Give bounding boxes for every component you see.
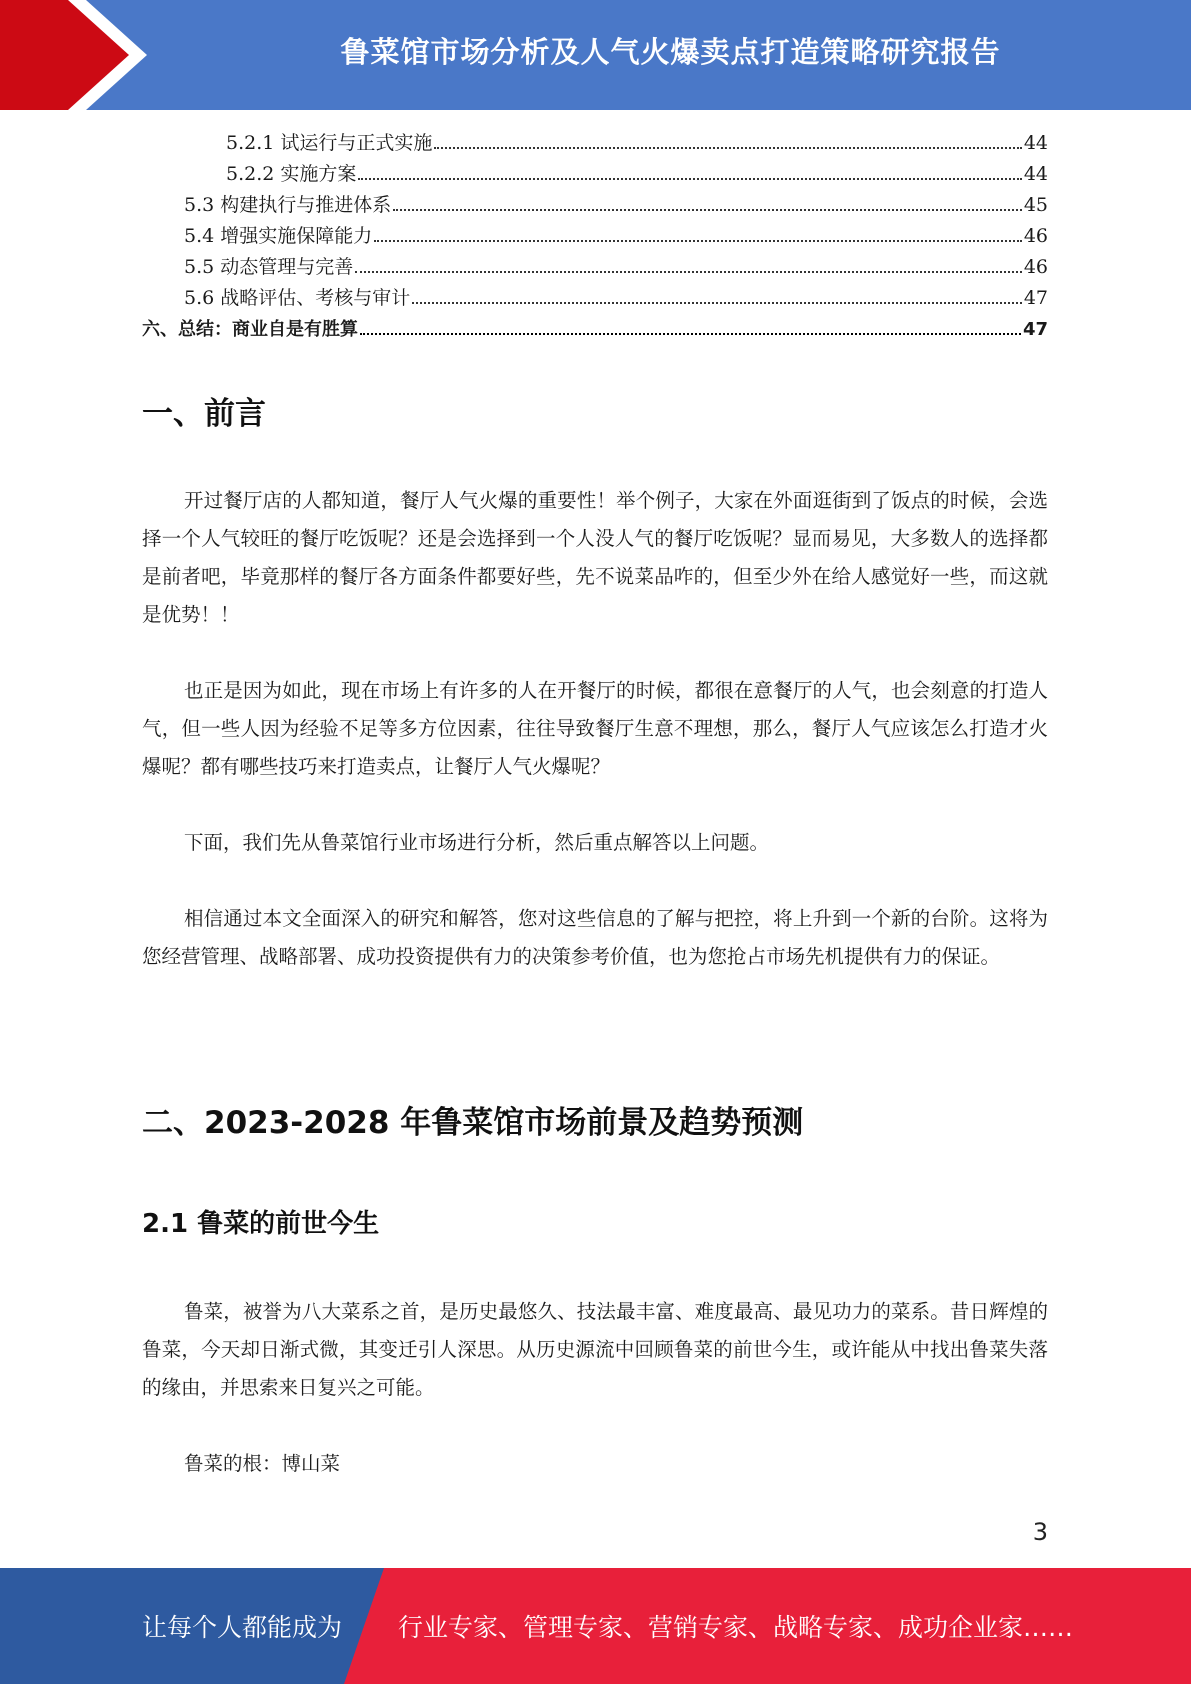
footer-banner xyxy=(0,1568,1191,1684)
toc-entry-page: 47 xyxy=(1022,319,1048,340)
toc-entry[interactable] xyxy=(142,221,1048,252)
section-heading-market-outlook: 二、2023-2028 年鲁菜馆市场前景及趋势预测 xyxy=(142,1105,804,1141)
report-title: 鲁菜馆市场分析及人气火爆卖点打造策略研究报告 xyxy=(340,34,1001,69)
toc-entry-label: 5.2.2 实施方案 xyxy=(226,163,357,185)
footer-slogan-left: 让每个人都能成为 xyxy=(142,1613,343,1642)
toc-leader-dots xyxy=(412,302,1022,304)
toc-entry-page: 44 xyxy=(1023,163,1048,185)
toc-entry-label: 5.5 动态管理与完善 xyxy=(184,256,354,278)
paragraph: 也正是因为如此，现在市场上有许多的人在开餐厅的时候，都很在意餐厅的人气，也会刻意的打造人气，但一些人因为经验不足等多方位因素，往往导致餐厅生意不理想，那么，餐厅人气应该怎么打造才火爆呢？都有哪些技巧来打造卖点，让餐厅人气火爆呢？ xyxy=(142,679,1048,778)
section-heading-preface: 一、前言 xyxy=(142,396,266,432)
toc-leader-dots xyxy=(358,178,1021,180)
toc-entry-page: 46 xyxy=(1023,256,1048,278)
toc-leader-dots xyxy=(355,271,1022,273)
toc-leader-dots xyxy=(374,240,1022,242)
toc-entry-label: 5.3 构建执行与推进体系 xyxy=(184,194,392,216)
toc-entry-page: 47 xyxy=(1023,287,1048,309)
toc-leader-dots xyxy=(360,333,1021,335)
toc-entry[interactable] xyxy=(142,283,1048,314)
toc-entry-page: 45 xyxy=(1023,194,1048,216)
toc-entry-label: 5.6 战略评估、考核与审计 xyxy=(184,287,411,309)
toc-entry[interactable] xyxy=(142,159,1048,190)
paragraph: 鲁菜，被誉为八大菜系之首，是历史最悠久、技法最丰富、难度最高、最见功力的菜系。昔日辉煌的鲁菜，今天却日渐式微，其变迁引人深思。从历史源流中回顾鲁菜的前世今生，或许能从中找出鲁菜失落的缘由，并思索来日复兴之可能。 xyxy=(142,1300,1048,1399)
footer-slogan-right: 行业专家、管理专家、营销专家、战略专家、成功企业家…… xyxy=(398,1613,1074,1642)
page-number: 3 xyxy=(1032,1518,1048,1546)
paragraph: 下面，我们先从鲁菜馆行业市场进行分析，然后重点解答以上问题。 xyxy=(184,831,770,854)
table-of-contents xyxy=(142,128,1048,345)
toc-entry-page: 46 xyxy=(1023,225,1048,247)
toc-entry[interactable] xyxy=(142,128,1048,159)
toc-entry-label: 5.4 增强实施保障能力 xyxy=(184,225,373,247)
toc-entry[interactable] xyxy=(142,252,1048,283)
subsection-heading: 2.1 鲁菜的前世今生 xyxy=(142,1209,380,1239)
toc-entry-chapter[interactable] xyxy=(142,314,1048,345)
paragraph: 相信通过本文全面深入的研究和解答，您对这些信息的了解与把控，将上升到一个新的台阶。这将为您经营管理、战略部署、成功投资提供有力的决策参考价值，也为您抢占市场先机提供有力的保证。 xyxy=(142,907,1048,968)
paragraph: 开过餐厅店的人都知道，餐厅人气火爆的重要性！举个例子，大家在外面逛街到了饭点的时候，会选择一个人气较旺的餐厅吃饭呢？还是会选择到一个人没人气的餐厅吃饭呢？显而易见，大多数人的选择都是前者吧，毕竟那样的餐厅各方面条件都要好些，先不说菜品咋的，但至少外在给人感觉好一些，而这就是优势！！ xyxy=(142,489,1048,626)
toc-leader-dots xyxy=(393,209,1022,211)
toc-entry-label: 5.2.1 试运行与正式实施 xyxy=(226,132,433,154)
header-banner xyxy=(0,0,1191,110)
toc-entry-page: 44 xyxy=(1023,132,1048,154)
toc-leader-dots xyxy=(434,147,1021,149)
paragraph: 鲁菜的根：博山菜 xyxy=(184,1452,341,1475)
toc-entry-label: 六、总结：商业自是有胜算 xyxy=(142,319,358,340)
toc-entry[interactable] xyxy=(142,190,1048,221)
